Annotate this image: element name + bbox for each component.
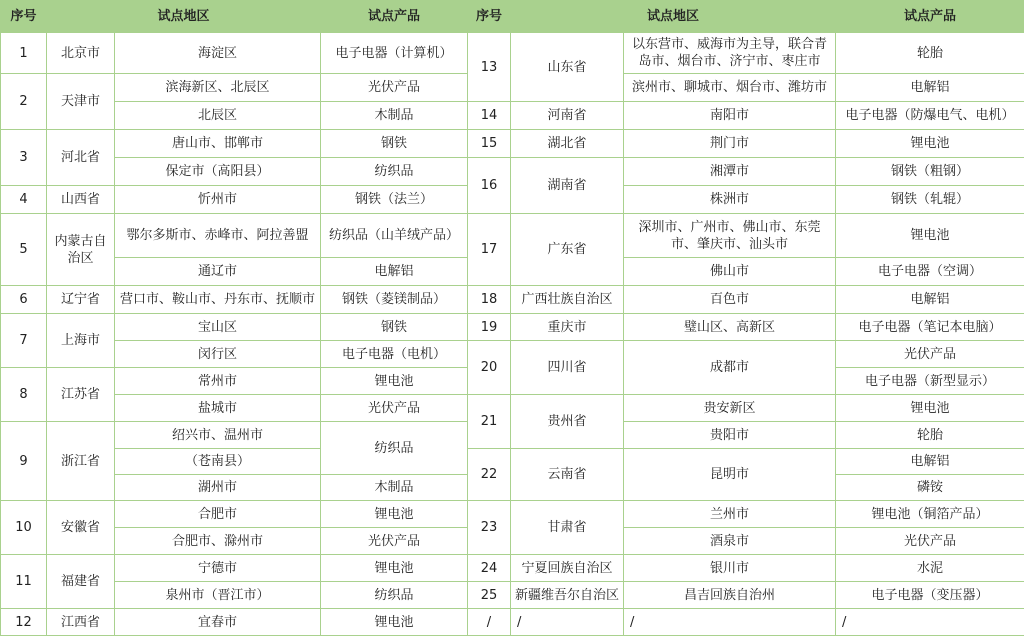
province-cell: 河北省 bbox=[47, 130, 115, 186]
province-cell: 辽宁省 bbox=[47, 286, 115, 314]
region-cell: 昌吉回族自治州 bbox=[624, 582, 836, 609]
region-cell: 贵安新区 bbox=[624, 395, 836, 422]
product-cell: 锂电池 bbox=[836, 130, 1024, 158]
province-cell: 贵州省 bbox=[511, 395, 624, 449]
product-cell: 电解铝 bbox=[321, 258, 468, 286]
header-row bbox=[1, 1, 468, 33]
header-region: 试点地区 bbox=[47, 1, 321, 33]
table-row bbox=[1, 555, 468, 582]
province-cell: 山东省 bbox=[511, 33, 624, 102]
header-region: 试点地区 bbox=[511, 1, 836, 33]
table-row bbox=[1, 130, 468, 158]
product-cell: 纺织品 bbox=[321, 158, 468, 186]
region-cell: 滨海新区、北辰区 bbox=[115, 74, 321, 102]
product-cell: 钢铁 bbox=[321, 130, 468, 158]
product-cell: 锂电池 bbox=[321, 368, 468, 395]
province-cell: 江西省 bbox=[47, 609, 115, 636]
row-index: 12 bbox=[1, 609, 47, 636]
product-cell: 锂电池 bbox=[321, 555, 468, 582]
region-cell: 忻州市 bbox=[115, 186, 321, 214]
table-row bbox=[1, 314, 468, 341]
row-index: 21 bbox=[468, 395, 511, 449]
table-row bbox=[468, 555, 1024, 582]
row-index: 18 bbox=[468, 286, 511, 314]
region-cell: 湘潭市 bbox=[624, 158, 836, 186]
province-cell: 上海市 bbox=[47, 314, 115, 368]
region-cell: 绍兴市、温州市 bbox=[115, 422, 321, 449]
header-index: 序号 bbox=[1, 1, 47, 33]
region-cell: （苍南县） bbox=[115, 449, 321, 475]
region-cell: 宜春市 bbox=[115, 609, 321, 636]
table-row bbox=[468, 314, 1024, 341]
product-cell: 锂电池 bbox=[321, 609, 468, 636]
product-cell: 钢铁（法兰） bbox=[321, 186, 468, 214]
product-cell: 电解铝 bbox=[836, 286, 1024, 314]
row-index: 23 bbox=[468, 501, 511, 555]
product-cell: 纺织品 bbox=[321, 582, 468, 609]
product-cell: 电子电器（空调） bbox=[836, 258, 1024, 286]
product-cell: 锂电池 bbox=[836, 214, 1024, 258]
region-cell: 滨州市、聊城市、烟台市、潍坊市 bbox=[624, 74, 836, 102]
product-cell: 电解铝 bbox=[836, 74, 1024, 102]
table-row bbox=[468, 341, 1024, 368]
header-index: 序号 bbox=[468, 1, 511, 33]
province-cell: 四川省 bbox=[511, 341, 624, 395]
region-cell: 宁德市 bbox=[115, 555, 321, 582]
product-cell: 锂电池（铜箔产品） bbox=[836, 501, 1024, 528]
province-cell: 湖北省 bbox=[511, 130, 624, 158]
table-row bbox=[1, 368, 468, 395]
row-index: 14 bbox=[468, 102, 511, 130]
table-row bbox=[468, 395, 1024, 422]
region-cell: / bbox=[624, 609, 836, 636]
row-index: 15 bbox=[468, 130, 511, 158]
region-cell: 通辽市 bbox=[115, 258, 321, 286]
row-index: 20 bbox=[468, 341, 511, 395]
province-cell: 山西省 bbox=[47, 186, 115, 214]
product-cell: 电子电器（笔记本电脑） bbox=[836, 314, 1024, 341]
table-row bbox=[1, 33, 468, 74]
product-cell: 锂电池 bbox=[836, 395, 1024, 422]
province-cell: / bbox=[511, 609, 624, 636]
product-cell: 锂电池 bbox=[321, 501, 468, 528]
row-index: 13 bbox=[468, 33, 511, 102]
region-cell: 南阳市 bbox=[624, 102, 836, 130]
product-cell: 光伏产品 bbox=[836, 341, 1024, 368]
header-row bbox=[468, 1, 1024, 33]
region-cell: 合肥市、滁州市 bbox=[115, 528, 321, 555]
table-row bbox=[1, 422, 468, 449]
table-row bbox=[468, 130, 1024, 158]
region-cell: 银川市 bbox=[624, 555, 836, 582]
region-cell: 兰州市 bbox=[624, 501, 836, 528]
product-cell: 电子电器（计算机） bbox=[321, 33, 468, 74]
province-cell: 广东省 bbox=[511, 214, 624, 286]
row-index: 2 bbox=[1, 74, 47, 130]
region-cell: 泉州市（晋江市） bbox=[115, 582, 321, 609]
province-cell: 浙江省 bbox=[47, 422, 115, 501]
product-cell: 钢铁（粗钢） bbox=[836, 158, 1024, 186]
row-index: 19 bbox=[468, 314, 511, 341]
product-cell: 电子电器（新型显示） bbox=[836, 368, 1024, 395]
table-row bbox=[1, 74, 468, 102]
row-index: 24 bbox=[468, 555, 511, 582]
province-cell: 安徽省 bbox=[47, 501, 115, 555]
region-cell: 深圳市、广州市、佛山市、东莞市、肇庆市、汕头市 bbox=[624, 214, 836, 258]
row-index: 22 bbox=[468, 449, 511, 501]
product-cell: 光伏产品 bbox=[321, 74, 468, 102]
row-index: 6 bbox=[1, 286, 47, 314]
region-cell: 闵行区 bbox=[115, 341, 321, 368]
province-cell: 江苏省 bbox=[47, 368, 115, 422]
province-cell: 重庆市 bbox=[511, 314, 624, 341]
table-row bbox=[468, 102, 1024, 130]
province-cell: 北京市 bbox=[47, 33, 115, 74]
product-cell: 轮胎 bbox=[836, 422, 1024, 449]
product-cell: 木制品 bbox=[321, 475, 468, 501]
row-index: 1 bbox=[1, 33, 47, 74]
region-cell: 盐城市 bbox=[115, 395, 321, 422]
table-row bbox=[468, 449, 1024, 475]
region-cell: 贵阳市 bbox=[624, 422, 836, 449]
table-row bbox=[468, 501, 1024, 528]
row-index: 5 bbox=[1, 214, 47, 286]
row-index: 17 bbox=[468, 214, 511, 286]
region-cell: 北辰区 bbox=[115, 102, 321, 130]
table-row bbox=[1, 186, 468, 214]
province-cell: 新疆维吾尔自治区 bbox=[511, 582, 624, 609]
table-row bbox=[468, 582, 1024, 609]
header-product: 试点产品 bbox=[836, 1, 1024, 33]
table-row bbox=[1, 214, 468, 258]
row-index: 4 bbox=[1, 186, 47, 214]
province-cell: 内蒙古自治区 bbox=[47, 214, 115, 286]
product-cell: 水泥 bbox=[836, 555, 1024, 582]
region-cell: 株洲市 bbox=[624, 186, 836, 214]
product-cell: / bbox=[836, 609, 1024, 636]
table-row bbox=[468, 158, 1024, 186]
region-cell: 以东营市、威海市为主导，联合青岛市、烟台市、济宁市、枣庄市 bbox=[624, 33, 836, 74]
row-index: 3 bbox=[1, 130, 47, 186]
pilot-table-left bbox=[0, 0, 468, 636]
table-row bbox=[1, 609, 468, 636]
province-cell: 湖南省 bbox=[511, 158, 624, 214]
row-index: 7 bbox=[1, 314, 47, 368]
row-index: 16 bbox=[468, 158, 511, 214]
province-cell: 广西壮族自治区 bbox=[511, 286, 624, 314]
product-cell: 光伏产品 bbox=[321, 395, 468, 422]
region-cell: 保定市（高阳县） bbox=[115, 158, 321, 186]
table-row bbox=[468, 286, 1024, 314]
product-cell: 钢铁 bbox=[321, 314, 468, 341]
header-product: 试点产品 bbox=[321, 1, 468, 33]
region-cell: 酒泉市 bbox=[624, 528, 836, 555]
product-cell: 电子电器（变压器） bbox=[836, 582, 1024, 609]
region-cell: 鄂尔多斯市、赤峰市、阿拉善盟 bbox=[115, 214, 321, 258]
product-cell: 纺织品（山羊绒产品） bbox=[321, 214, 468, 258]
region-cell: 海淀区 bbox=[115, 33, 321, 74]
row-index: / bbox=[468, 609, 511, 636]
table-row bbox=[468, 609, 1024, 636]
table-row bbox=[468, 33, 1024, 74]
region-cell: 荆门市 bbox=[624, 130, 836, 158]
row-index: 11 bbox=[1, 555, 47, 609]
product-cell: 轮胎 bbox=[836, 33, 1024, 74]
region-cell: 合肥市 bbox=[115, 501, 321, 528]
product-cell: 钢铁（轧辊） bbox=[836, 186, 1024, 214]
table-row bbox=[468, 214, 1024, 258]
province-cell: 宁夏回族自治区 bbox=[511, 555, 624, 582]
region-cell: 佛山市 bbox=[624, 258, 836, 286]
region-cell: 营口市、鞍山市、丹东市、抚顺市 bbox=[115, 286, 321, 314]
table-row bbox=[1, 286, 468, 314]
row-index: 10 bbox=[1, 501, 47, 555]
region-cell: 璧山区、高新区 bbox=[624, 314, 836, 341]
row-index: 9 bbox=[1, 422, 47, 501]
region-cell: 宝山区 bbox=[115, 314, 321, 341]
product-cell: 电解铝 bbox=[836, 449, 1024, 475]
region-cell: 湖州市 bbox=[115, 475, 321, 501]
province-cell: 福建省 bbox=[47, 555, 115, 609]
province-cell: 河南省 bbox=[511, 102, 624, 130]
product-cell: 钢铁（菱镁制品） bbox=[321, 286, 468, 314]
product-cell: 光伏产品 bbox=[321, 528, 468, 555]
province-cell: 云南省 bbox=[511, 449, 624, 501]
table-row bbox=[1, 501, 468, 528]
region-cell: 百色市 bbox=[624, 286, 836, 314]
region-cell: 唐山市、邯郸市 bbox=[115, 130, 321, 158]
pilot-table-right bbox=[467, 0, 1024, 636]
product-cell: 电子电器（电机） bbox=[321, 341, 468, 368]
region-cell: 昆明市 bbox=[624, 449, 836, 501]
province-cell: 天津市 bbox=[47, 74, 115, 130]
product-cell: 木制品 bbox=[321, 102, 468, 130]
product-cell: 电子电器（防爆电气、电机） bbox=[836, 102, 1024, 130]
province-cell: 甘肃省 bbox=[511, 501, 624, 555]
region-cell: 常州市 bbox=[115, 368, 321, 395]
row-index: 25 bbox=[468, 582, 511, 609]
row-index: 8 bbox=[1, 368, 47, 422]
product-cell: 磷铵 bbox=[836, 475, 1024, 501]
region-cell: 成都市 bbox=[624, 341, 836, 395]
product-cell: 纺织品 bbox=[321, 422, 468, 475]
product-cell: 光伏产品 bbox=[836, 528, 1024, 555]
